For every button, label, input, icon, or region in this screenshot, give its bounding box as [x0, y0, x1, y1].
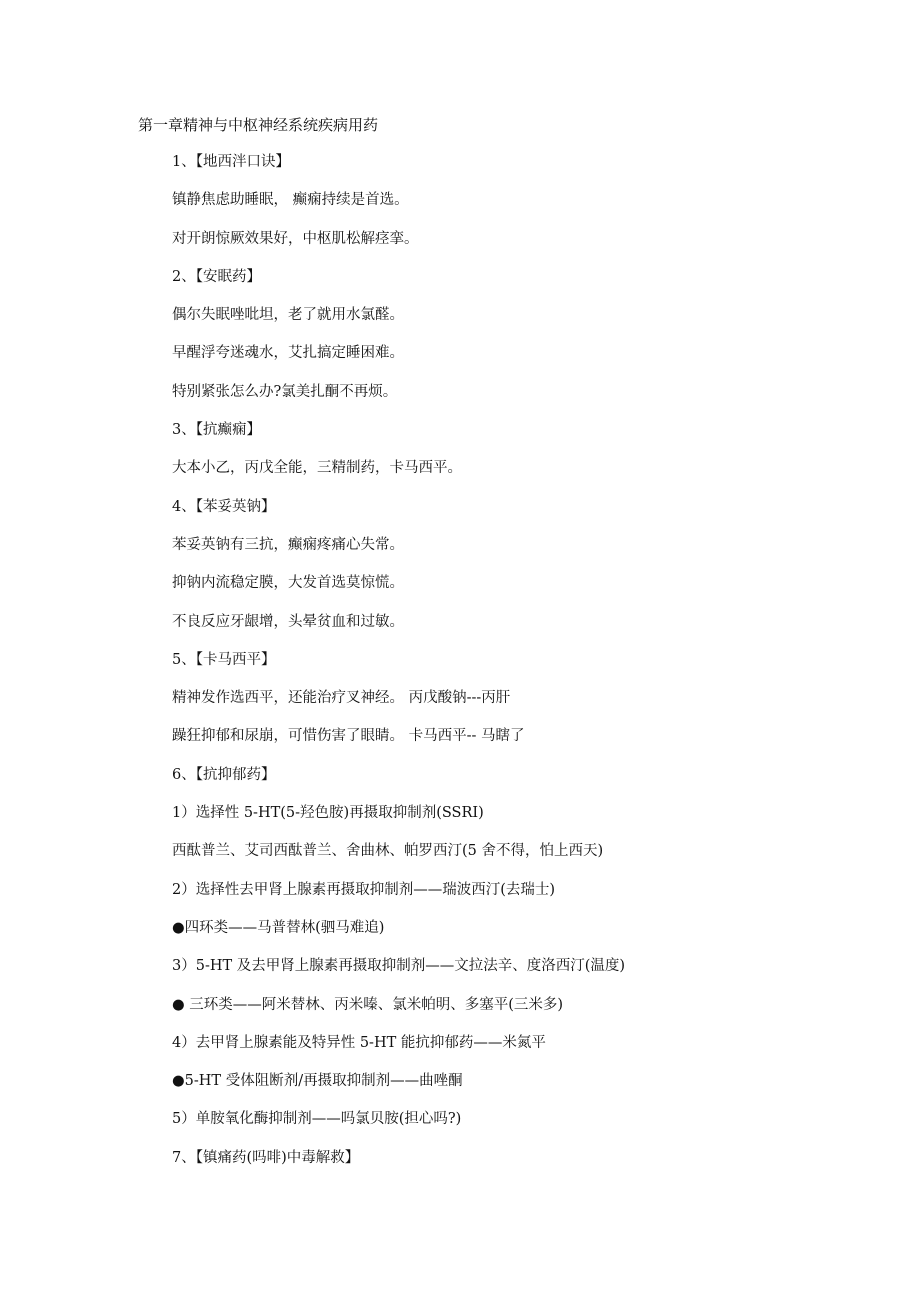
- text-line: 苯妥英钠有三抗，癫痫疼痛心失常。: [172, 536, 404, 553]
- text-line: 精神发作选西平，还能治疗叉神经。 丙戊酸钠---丙肝: [172, 690, 511, 707]
- text-line: 大本小乙，丙戊全能，三精制药，卡马西平。: [172, 460, 462, 477]
- text-line: 早醒浮夸迷魂水，艾扎搞定睡困难。: [172, 345, 404, 362]
- text-line: 1、【地西泮口诀】: [172, 154, 290, 170]
- text-line: 对开朗惊厥效果好，中枢肌松解痉挛。: [172, 230, 419, 247]
- text-line: ● 三环类——阿米替林、丙米嗪、氯米帕明、多塞平(三米多): [172, 996, 564, 1013]
- text-line: ●5-HT 受体阻断剂/再摄取抑制剂——曲唑酮: [172, 1073, 463, 1090]
- text-line: 1）选择性 5-HT(5-羟色胺)再摄取抑制剂(SSRI): [172, 805, 484, 822]
- text-line: 6、【抗抑郁药】: [172, 766, 276, 783]
- document-body: [172, 151, 872, 1185]
- text-line: 4）去甲肾上腺素能及特异性 5-HT 能抗抑郁药——米氮平: [172, 1034, 546, 1051]
- text-line: 躁狂抑郁和尿崩，可惜伤害了眼睛。 卡马西平-- 马瞎了: [172, 728, 525, 745]
- text-line: 4、【苯妥英钠】: [172, 498, 276, 515]
- text-line: 3、【抗癫痫】: [172, 422, 261, 439]
- text-line: 5、【卡马西平】: [172, 651, 276, 668]
- text-line: 抑钠内流稳定膜，大发首选莫惊慌。: [172, 575, 404, 592]
- text-line: 7、【镇痛药(吗啡)中毒解救】: [172, 1149, 360, 1166]
- chapter-title: 第一章精神与中枢神经系统疾病用药: [138, 116, 379, 134]
- text-line: ●四环类——马普替林(驷马难追): [172, 919, 385, 936]
- text-line: 2）选择性去甲肾上腺素再摄取抑制剂——瑞波西汀(去瑞士): [172, 881, 556, 898]
- text-line: 特别紧张怎么办?氯美扎酮不再烦。: [172, 383, 398, 400]
- text-line: 3）5-HT 及去甲肾上腺素再摄取抑制剂——文拉法辛、度洛西汀(温度): [172, 958, 626, 975]
- text-line: 西酞普兰、艾司西酞普兰、舍曲林、帕罗西汀(5 舍不得，怕上西天): [172, 843, 604, 860]
- text-line: 镇静焦虑助睡眠， 癫痫持续是首选。: [172, 192, 409, 209]
- text-line: 5）单胺氧化酶抑制剂——吗氯贝胺(担心吗?): [172, 1111, 462, 1128]
- text-line: 不良反应牙龈增，头晕贫血和过敏。: [172, 613, 404, 630]
- text-line: 偶尔失眠唑吡坦，老了就用水氯醛。: [172, 307, 404, 324]
- text-line: 2、【安眠药】: [172, 268, 261, 285]
